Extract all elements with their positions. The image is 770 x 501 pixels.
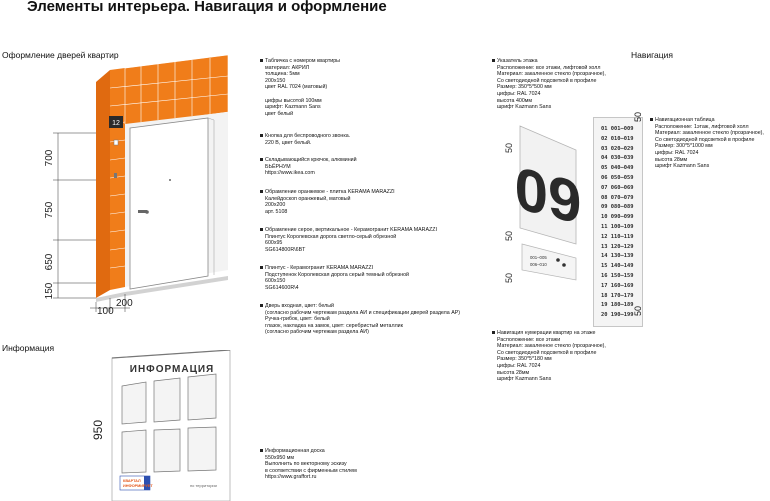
- note-door: [265, 303, 460, 336]
- nav-table-row: 07 060–069: [601, 184, 634, 191]
- dim-50-bottom: 50: [504, 272, 514, 284]
- logo-line1: КВАРТАЛ: [123, 479, 141, 483]
- note-line: Выполнить по векторному эскизу: [265, 461, 347, 468]
- apartment-number-plate: [109, 116, 123, 128]
- note-line: Навигация нумерации квартир на этаже: [497, 330, 596, 336]
- note-line: шрифт Kazmann Sans: [655, 163, 710, 170]
- note-line: Обрамление серое, вертикальное - Керамогранит KERAMA MARAZZI: [265, 227, 437, 233]
- plate-number-text: 12: [112, 120, 120, 127]
- nav-table-row: 06 050–059: [601, 174, 634, 181]
- dim-100: 100: [97, 306, 114, 317]
- note-line: SG614600R\4: [265, 284, 299, 291]
- dim-50-mid: 50: [504, 230, 514, 242]
- nav-table-row: 19 180–189: [601, 302, 634, 309]
- note-line: 220 В, цвет белый.: [265, 139, 312, 146]
- nav-table-row: 17 160–169: [601, 282, 634, 289]
- note-line: цифры: RAL 7024: [497, 362, 541, 369]
- note-line: материал: АКРИЛ: [265, 64, 310, 71]
- nav-table-row: 18 170–179: [601, 292, 634, 299]
- board-pocket: [122, 382, 146, 424]
- board-footer-text: по территории: [190, 483, 217, 488]
- dim-650: 650: [44, 253, 55, 271]
- note-line: Со светодиодной подсветкой в профиле: [497, 77, 597, 84]
- note-line: Табличка с номером квартиры: [265, 58, 340, 64]
- board-pocket: [154, 429, 180, 472]
- nav-table-row: 12 110–119: [601, 233, 634, 240]
- small-plate-line1: 001–005: [530, 255, 547, 260]
- dim-150: 150: [44, 282, 55, 300]
- dim-950: 950: [91, 419, 105, 441]
- note-line: арт. 5108: [265, 208, 288, 215]
- note-line: цвет RAL 7024 (матовый): [265, 84, 328, 91]
- note-line: Плинтус - Керамогранит KERAMA MARAZZI: [265, 265, 374, 271]
- nav-table-row: 01 001–009: [601, 126, 634, 132]
- note-doorbell: [265, 133, 350, 146]
- note-line: цифры: RAL 7024: [497, 90, 541, 97]
- arrow-left-icon: [556, 258, 560, 262]
- board-pocket: [188, 427, 216, 471]
- dim-750: 750: [44, 201, 55, 219]
- note-info-board: [265, 448, 357, 481]
- note-plinth: [265, 265, 409, 291]
- nav-table-row: 14 130–139: [601, 253, 634, 260]
- note-line: Материал: закаленное стекло (прозрачное),: [497, 343, 606, 350]
- dim-200: 200: [116, 298, 133, 309]
- note-line: Расположение: 1этаж, лифтовой холл: [655, 123, 749, 130]
- info-board-drawing: [80, 350, 250, 501]
- doorbell-icon: [114, 140, 118, 145]
- note-line: Навигационная таблица: [655, 117, 715, 123]
- nav-table-row: 10 090–099: [601, 214, 634, 221]
- note-line: шрифт Kazmann Sans: [497, 376, 552, 383]
- note-grey-frame: [265, 227, 437, 253]
- note-line: Материал: закаленное стекло (прозрачное),: [497, 71, 606, 78]
- note-line: SG614800R\6BT: [265, 246, 306, 253]
- note-line: Складывающийся крючок, алюминий: [265, 157, 357, 163]
- board-heading: ИНФОРМАЦИЯ: [129, 364, 215, 375]
- note-line: цифры: RAL 7024: [655, 149, 699, 156]
- note-line: Кнопка для беспроводного звонка.: [265, 133, 351, 139]
- note-line: Информационная доска: [265, 448, 325, 454]
- note-orange-frame: [265, 189, 395, 215]
- note-line: 600х150: [265, 278, 286, 285]
- note-floor-sign: [497, 58, 606, 111]
- nav-table-row: 16 150–159: [601, 272, 634, 279]
- nav-table-row: 05 040–049: [601, 165, 634, 172]
- arrow-right-icon: [562, 263, 566, 267]
- note-line: в соответствии с фирменным стилем: [265, 467, 357, 474]
- floor-number: 09: [514, 153, 582, 238]
- note-line: глазок, накладка на замок, цвет: серебристый металлик: [265, 322, 403, 329]
- note-line: высота 28мм: [497, 369, 530, 376]
- board-pocket: [188, 374, 216, 420]
- door-peephole-icon: [169, 179, 171, 181]
- hook-icon: [114, 173, 117, 178]
- note-line: Плинтус Королевская дорога светло-серый обрезной: [265, 233, 397, 240]
- note-line: Размер: 350*5*500 мм: [497, 84, 552, 91]
- nav-table-dim-bottom: 50: [633, 305, 644, 317]
- note-apartment-nav: [497, 330, 606, 383]
- section-title-nav: Навигация: [631, 50, 673, 60]
- nav-table-row: 02 010–019: [601, 135, 634, 142]
- nav-table-row: 20 190–199: [601, 312, 634, 319]
- note-line: цифры высотой 100мм: [265, 97, 322, 104]
- note-line: Размер: 300*5*1000 мм: [655, 143, 713, 150]
- nav-table-row: 04 030–039: [601, 155, 634, 162]
- note-line: Указатель этажа: [497, 58, 538, 64]
- board-pocket: [154, 378, 180, 422]
- note-line: https://www.ikea.com: [265, 170, 315, 177]
- nav-table-row: 08 070–079: [601, 194, 634, 201]
- note-line: Подступенок Королевская дорога серый темный обрезной: [265, 271, 410, 278]
- note-line: Со светодиодной подсветкой в профиле: [497, 349, 597, 356]
- note-line: толщина: 5мм: [265, 71, 300, 78]
- note-line: Материал: закаленное стекло (прозрачное),: [655, 130, 764, 137]
- note-line: высота 28мм: [655, 156, 688, 163]
- note-line: https://www.graffort.ru: [265, 474, 317, 481]
- note-line: (согласно рабочим чертежам раздела АИ): [265, 329, 369, 336]
- logo-line2: ИНФОРМИРУЕТ: [123, 484, 153, 488]
- note-number-plate: [265, 58, 340, 117]
- note-hook: [265, 157, 357, 177]
- section-title-info: Информация: [2, 343, 55, 353]
- small-plate-line2: 006–010: [530, 262, 547, 267]
- note-line: Расположение: все этажи: [497, 336, 561, 343]
- note-line: Со светодиодной подсветкой в профиле: [655, 136, 755, 143]
- floor-sign-drawing: [500, 118, 595, 293]
- note-line: шрифт: Kazmann Sans: [265, 104, 321, 111]
- note-line: 200х200: [265, 202, 286, 209]
- dim-700: 700: [44, 149, 55, 167]
- note-line: высота 400мм: [497, 97, 533, 104]
- nav-table-row: 11 100–109: [601, 223, 634, 230]
- note-line: цвет белый: [265, 110, 294, 117]
- navigation-table: [593, 117, 643, 327]
- note-line: БЬЁРНУМ: [265, 163, 291, 170]
- note-line: [265, 91, 340, 98]
- note-line: Дверь входная, цвет: белый: [265, 303, 334, 309]
- note-line: шрифт Kazmann Sans: [497, 104, 552, 111]
- entrance-door: [130, 118, 214, 289]
- note-line: Обрамление оранжевое - плитка KERAMA MARAZZI: [265, 189, 395, 195]
- note-line: Ручка-грибок, цвет: белый: [265, 316, 330, 323]
- board-logo: [120, 476, 153, 490]
- note-line: (согласно рабочим чертежам раздела АИ и спецификации дверей раздела АР): [265, 309, 461, 316]
- nav-table-row: 09 080–089: [601, 204, 634, 211]
- nav-table-row: 13 120–129: [601, 243, 634, 250]
- nav-table-dim-top: 50: [633, 111, 644, 123]
- nav-table-row: 15 140–149: [601, 263, 634, 270]
- note-line: 550х950 мм: [265, 454, 295, 461]
- section-title-doors: Оформление дверей квартир: [2, 50, 119, 60]
- note-line: 600х95: [265, 240, 283, 247]
- navigation-table-rows: [594, 118, 642, 321]
- dim-50-top: 50: [504, 142, 514, 154]
- note-line: Калейдоскоп оранжевый, матовый: [265, 195, 351, 202]
- note-nav-table: [655, 117, 764, 170]
- board-pocket: [122, 430, 146, 473]
- nav-table-row: 03 020–029: [601, 145, 634, 152]
- note-line: Размер: 350*5*180 мм: [497, 356, 552, 363]
- note-line: 200х150: [265, 77, 286, 84]
- door-drawing: [0, 0, 250, 320]
- note-line: Расположение: все этажи, лифтовой холл: [497, 64, 601, 71]
- page-title: Элементы интерьера. Навигация и оформление: [27, 0, 387, 15]
